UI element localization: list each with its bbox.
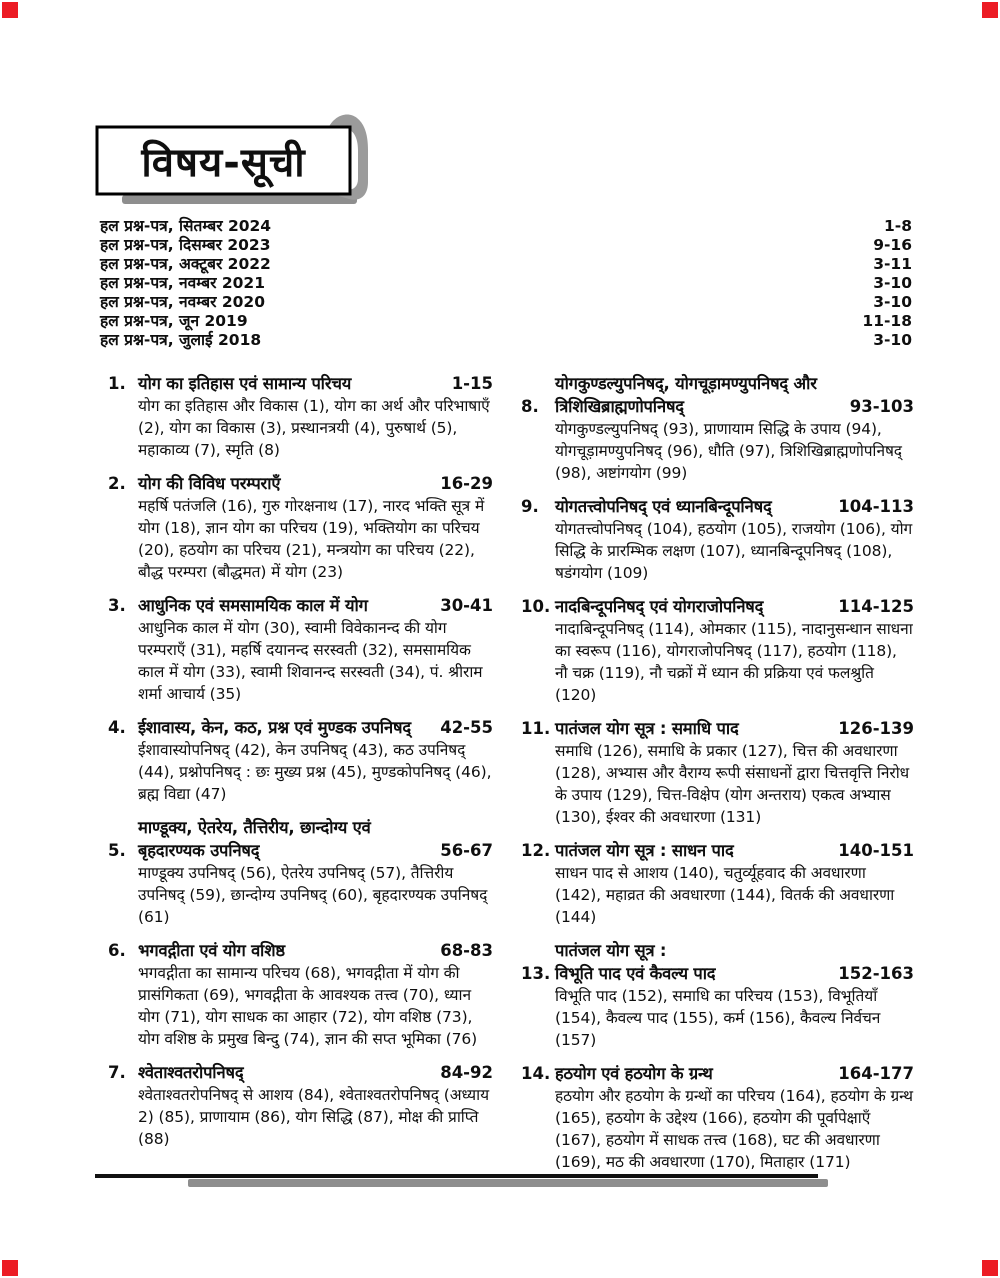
toc-item-pages: 164-177: [838, 1064, 914, 1083]
bottom-rule-shadow: [188, 1179, 828, 1187]
toc-item-description: महर्षि पतंजलि (16), गुरु गोरक्षनाथ (17), नारद भक्ति सूत्र में योग (18), ज्ञान योग का परिचय (19), भक्तियोग का परिचय (20), हठयोग का परिचय (21), मन्त्रयोग का परिचय (22), बौद्ध परम्परा (बौद्धमत) में योग (23): [138, 497, 485, 581]
solved-paper-label: हल प्रश्न-पत्र, नवम्बर 2021: [100, 274, 265, 292]
toc-item-number: 14.: [521, 1064, 551, 1083]
page-title: विषय-सूची: [141, 140, 306, 186]
toc-item-description: योगतत्त्वोपनिषद् (104), हठयोग (105), राजयोग (106), योग सिद्धि के प्रारम्भिक लक्षण (107), ध्यानबिन्दूपनिषद् (108), षडंगयोग (109): [555, 520, 913, 582]
toc-item: [108, 939, 493, 1050]
toc-item-title: योग की विविध परम्पराएँ: [138, 474, 281, 493]
toc-item-title: पातंजल योग सूत्र : विभूति पाद एवं कैवल्य पाद: [555, 941, 716, 983]
toc-item-head: [521, 1062, 914, 1085]
toc-item-head: [521, 495, 914, 518]
toc-item-head: [521, 372, 914, 418]
toc-item-number: 2.: [108, 474, 126, 493]
toc-item-head: [108, 1061, 493, 1084]
toc-item: [108, 372, 493, 461]
toc-item-pages: 42-55: [440, 718, 493, 737]
toc-item-number: 3.: [108, 596, 126, 615]
toc-item-description: ईशावास्योपनिषद् (42), केन उपनिषद् (43), कठ उपनिषद् (44), प्रश्नोपनिषद् : छः मुख्य प्रश्न (45), मुण्डकोपनिषद् (46), ब्रह्म विद्या (47): [138, 741, 492, 803]
toc-item-description: भगवद्गीता का सामान्य परिचय (68), भगवद्गीता में योग की प्रासंगिकता (69), भगवद्गीता के आवश्यक तत्त्व (70), ध्यान योग (71), योग साधक का आहार (72), योग वशिष्ठ (73), योग वशिष्ठ के प्रमुख बिन्दु (74), ज्ञान की सप्त भूमिका (76): [138, 964, 478, 1048]
toc-item-pages: 152-163: [838, 964, 914, 983]
toc-item-pages: 30-41: [440, 596, 493, 615]
toc-columns: [108, 372, 914, 1184]
solved-paper-label: हल प्रश्न-पत्र, सितम्बर 2024: [100, 217, 272, 235]
toc-item-pages: 16-29: [440, 474, 493, 493]
toc-item-head: [108, 372, 493, 395]
toc-item-pages: 104-113: [838, 497, 914, 516]
toc-item-title: आधुनिक एवं समसामयिक काल में योग: [138, 596, 368, 615]
toc-item-number: 13.: [521, 964, 551, 983]
toc-item: [521, 717, 914, 828]
toc-item-title: योगकुण्डल्युपनिषद्, योगचूड़ामण्युपनिषद् और त्रिशिखिब्राह्मणोपनिषद्: [555, 374, 817, 416]
toc-item-title: नादबिन्दूपनिषद् एवं योगराजोपनिषद्: [555, 597, 764, 616]
solved-paper-pages: 3-11: [873, 255, 912, 273]
toc-item-number: 5.: [108, 841, 126, 860]
toc-item-head: [108, 594, 493, 617]
toc-item: [108, 1061, 493, 1150]
title-banner: [95, 108, 385, 216]
toc-item-head: [521, 595, 914, 618]
toc-item-head: [521, 839, 914, 862]
toc-item-head: [521, 939, 914, 985]
toc-item-number: 11.: [521, 719, 551, 738]
toc-item: [521, 1062, 914, 1173]
solved-paper-row: [100, 312, 912, 331]
toc-item-description: हठयोग और हठयोग के ग्रन्थों का परिचय (164), हठयोग के ग्रन्थ (165), हठयोग के उद्देश्य (166), हठयोग की पूर्वापेक्षाएँ (167), हठयोग में साधक तत्त्व (168), घट की अवधारणा (169), मठ की अवधारणा (170), मिताहार (171): [555, 1087, 913, 1171]
toc-column-right: [521, 372, 914, 1184]
toc-item-head: [108, 716, 493, 739]
bottom-rule: [95, 1174, 818, 1178]
solved-papers-list: [100, 217, 912, 350]
toc-item-description: माण्डूक्य उपनिषद् (56), ऐतरेय उपनिषद् (57), तैत्तिरीय उपनिषद् (59), छान्दोग्य उपनिषद् (60), बृहदारण्यक उपनिषद् (61): [138, 864, 488, 926]
toc-item-description: विभूति पाद (152), समाधि का परिचय (153), विभूतियाँ (154), कैवल्य पाद (155), कर्म (156), कैवल्य निर्वचन (157): [555, 987, 881, 1049]
toc-item: [521, 839, 914, 928]
solved-paper-row: [100, 274, 912, 293]
solved-paper-label: हल प्रश्न-पत्र, अक्टूबर 2022: [100, 255, 271, 273]
toc-item-number: 6.: [108, 941, 126, 960]
toc-item-title: भगवद्गीता एवं योग वशिष्ठ: [138, 941, 285, 960]
toc-item-number: 10.: [521, 597, 551, 616]
toc-item-pages: 126-139: [838, 719, 914, 738]
solved-paper-pages: 3-10: [873, 274, 912, 292]
toc-item-title: पातंजल योग सूत्र : समाधि पाद: [555, 719, 739, 738]
toc-item-head: [108, 472, 493, 495]
toc-item-pages: 1-15: [451, 374, 493, 393]
toc-item-pages: 68-83: [440, 941, 493, 960]
solved-paper-label: हल प्रश्न-पत्र, जुलाई 2018: [100, 331, 262, 349]
solved-paper-label: हल प्रश्न-पत्र, दिसम्बर 2023: [100, 236, 271, 254]
solved-paper-label: हल प्रश्न-पत्र, जून 2019: [100, 312, 248, 330]
toc-item-title: पातंजल योग सूत्र : साधन पाद: [555, 841, 734, 860]
corner-mark-top-left: [2, 2, 18, 18]
solved-paper-row: [100, 293, 912, 312]
toc-item-number: 9.: [521, 497, 539, 516]
solved-paper-row: [100, 255, 912, 274]
toc-item-description: योगकुण्डल्युपनिषद् (93), प्राणायाम सिद्धि के उपाय (94), योगचूड़ामण्युपनिषद् (96), धौति (97), त्रिशिखिब्राह्मणोपनिषद् (98), अष्टांगयोग (99): [555, 420, 902, 482]
solved-paper-pages: 9-16: [873, 236, 912, 254]
corner-mark-bottom-right: [982, 1260, 998, 1276]
toc-column-left: [108, 372, 493, 1184]
toc-item-head: [521, 717, 914, 740]
solved-paper-pages: 11-18: [862, 312, 912, 330]
toc-item-pages: 84-92: [440, 1063, 493, 1082]
toc-item-pages: 56-67: [440, 841, 493, 860]
solved-paper-label: हल प्रश्न-पत्र, नवम्बर 2020: [100, 293, 265, 311]
toc-item-pages: 140-151: [838, 841, 914, 860]
toc-item-head: [108, 816, 493, 862]
toc-item-description: आधुनिक काल में योग (30), स्वामी विवेकानन्द की योग परम्पराएँ (31), महर्षि दयानन्द सरस्वती (32), समसामयिक काल में योग (33), स्वामी शिवानन्द सरस्वती (34), पं. श्रीराम शर्मा आचार्य (35): [138, 619, 483, 703]
toc-item-description: योग का इतिहास और विकास (1), योग का अर्थ और परिभाषाएँ (2), योग का विकास (3), प्रस्थानत्रयी (4), पुरुषार्थ (5), महाकाव्य (7), स्मृति (8): [138, 397, 490, 459]
toc-item: [521, 595, 914, 706]
toc-item-description: साधन पाद से आशय (140), चतुर्व्यूहवाद की अवधारणा (142), महाव्रत की अवधारणा (144), वितर्क की अवधारणा (144): [555, 864, 895, 926]
toc-item-number: 4.: [108, 718, 126, 737]
solved-paper-row: [100, 331, 912, 350]
toc-item-number: 1.: [108, 374, 126, 393]
toc-item-title: योगतत्त्वोपनिषद् एवं ध्यानबिन्दूपनिषद्: [555, 497, 772, 516]
corner-mark-top-right: [982, 2, 998, 18]
toc-item-description: नादाबिन्दूपनिषद् (114), ओमकार (115), नादानुसन्धान साधना का स्वरूप (116), योगराजोपनिषद् (117), हठयोग (118), नौ चक्र (119), नौ चक्रों में ध्यान की प्रक्रिया एवं फलश्रुति (120): [555, 620, 913, 704]
toc-item-pages: 114-125: [838, 597, 914, 616]
toc-item: [521, 495, 914, 584]
toc-item: [108, 594, 493, 705]
toc-item-title: हठयोग एवं हठयोग के ग्रन्थ: [555, 1064, 713, 1083]
solved-paper-pages: 1-8: [883, 217, 912, 235]
toc-item-description: श्वेताश्वतरोपनिषद् से आशय (84), श्वेताश्वतरोपनिषद् (अध्याय 2) (85), प्राणायाम (86), योग सिद्धि (87), मोक्ष की प्राप्ति (88): [138, 1086, 489, 1148]
solved-paper-pages: 3-10: [873, 293, 912, 311]
toc-item: [108, 716, 493, 805]
toc-item-title: माण्डूक्य, ऐतरेय, तैत्तिरीय, छान्दोग्य एवं बृहदारण्यक उपनिषद्: [138, 818, 371, 860]
solved-paper-pages: 3-10: [873, 331, 912, 349]
toc-item-title: श्वेताश्वतरोपनिषद्: [138, 1063, 244, 1082]
toc-item-number: 12.: [521, 841, 551, 860]
toc-item-title: योग का इतिहास एवं सामान्य परिचय: [138, 374, 352, 393]
solved-paper-row: [100, 217, 912, 236]
toc-item-description: समाधि (126), समाधि के प्रकार (127), चित्त की अवधारणा (128), अभ्यास और वैराग्य रूपी संसाधनों द्वारा चित्तवृत्ति निरोध के उपाय (129), चित्त-विक्षेप (योग अन्तराय) एकत्व अभ्यास (130), ईश्वर की अवधारणा (131): [555, 742, 910, 826]
toc-item-number: 8.: [521, 397, 539, 416]
toc-item-pages: 93-103: [849, 397, 914, 416]
toc-item: [521, 939, 914, 1051]
toc-item: [108, 472, 493, 583]
solved-paper-row: [100, 236, 912, 255]
corner-mark-bottom-left: [2, 1260, 18, 1276]
toc-item: [521, 372, 914, 484]
toc-item-head: [108, 939, 493, 962]
toc-item-title: ईशावास्य, केन, कठ, प्रश्न एवं मुण्डक उपनिषद्: [138, 718, 411, 737]
toc-item-number: 7.: [108, 1063, 126, 1082]
toc-item: [108, 816, 493, 928]
